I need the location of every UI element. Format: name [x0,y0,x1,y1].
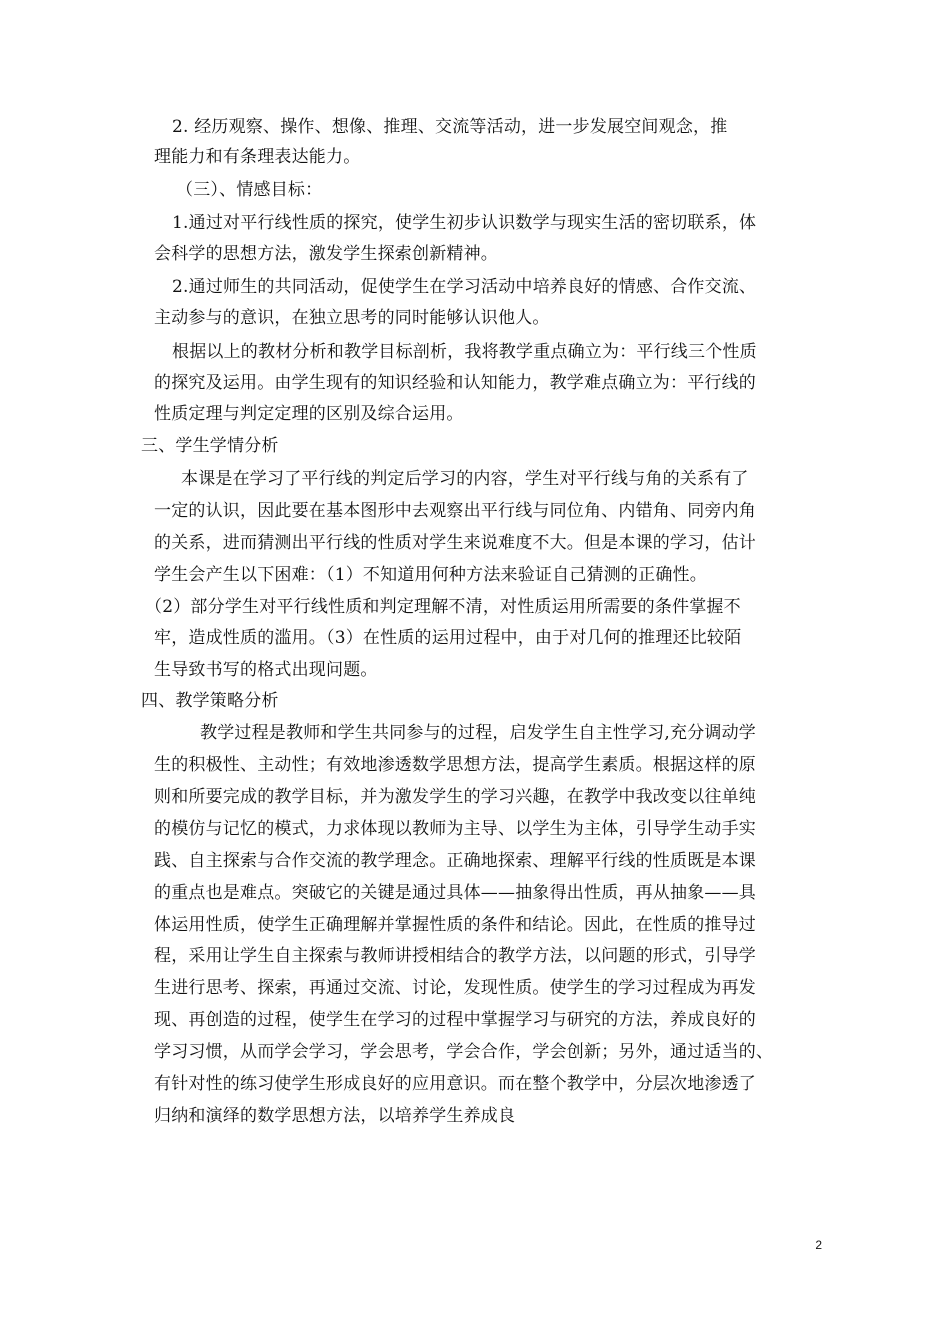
text-line: 学习习惯，从而学会学习，学会思考，学会合作，学会创新；另外，通过适当的、 [154,1042,774,1062]
text-line: 理能力和有条理表达能力。 [154,147,361,167]
text-line: 体运用性质，使学生正确理解并掌握性质的条件和结论。因此，在性质的推导过 [154,915,756,935]
text-line: 现、再创造的过程，使学生在学习的过程中掌握学习与研究的方法，养成良好的 [154,1010,756,1030]
text-line: 的重点也是难点。突破它的关键是通过具体——抽象得出性质，再从抽象——具 [154,883,756,903]
section-heading: 四、教学策略分析 [141,691,279,711]
section-heading: （三）、情感目标： [176,180,323,200]
text-line: （2）部分学生对平行线性质和判定理解不清，对性质运用所需要的条件掌握不 [145,597,741,617]
text-line: 程，采用让学生自主探索与教师讲授相结合的教学方法，以问题的形式，引导学 [154,946,756,966]
text-line: 的模仿与记忆的模式，力求体现以教师为主导、以学生为主体，引导学生动手实 [154,819,756,839]
text-line: 教学过程是教师和学生共同参与的过程，启发学生自主性学习,充分调动学 [200,723,757,743]
text-line: 归纳和演绎的数学思想方法，以培养学生养成良 [154,1106,516,1126]
text-line: 1.通过对平行线性质的探究，使学生初步认识数学与现实生活的密切联系，体 [172,213,757,233]
text-line: 本课是在学习了平行线的判定后学习的内容，学生对平行线与角的关系有了 [181,469,749,489]
text-line: 学生会产生以下困难：（1）不知道用何种方法来验证自己猜测的正确性。 [154,565,707,585]
text-line: 则和所要完成的教学目标，并为激发学生的学习兴趣，在教学中我改变以往单纯 [154,787,756,807]
text-line: 会科学的思想方法，激发学生探索创新精神。 [154,244,498,264]
section-heading: 三、学生学情分析 [141,436,279,456]
text-line: 生进行思考、探索，再通过交流、讨论，发现性质。使学生的学习过程成为再发 [154,978,756,998]
page-number: 2 [815,1238,822,1252]
text-line: 2. 经历观察、操作、想像、推理、交流等活动，进一步发展空间观念，推 [172,117,728,137]
text-line: 一定的认识，因此要在基本图形中去观察出平行线与同位角、内错角、同旁内角 [154,501,756,521]
text-line: 2.通过师生的共同活动，促使学生在学习活动中培养良好的情感、合作交流、 [172,277,757,297]
text-line: 生导致书写的格式出现问题。 [154,660,378,680]
text-line: 牢，造成性质的滥用。（3）在性质的运用过程中，由于对几何的推理还比较陌 [154,628,742,648]
text-line: 主动参与的意识，在独立思考的同时能够认识他人。 [154,308,550,328]
text-line: 生的积极性、主动性；有效地渗透数学思想方法，提高学生素质。根据这样的原 [154,755,756,775]
text-line: 的关系，进而猜测出平行线的性质对学生来说难度不大。但是本课的学习，估计 [154,533,756,553]
text-line: 性质定理与判定定理的区别及综合运用。 [154,404,464,424]
text-line: 根据以上的教材分析和教学目标剖析，我将教学重点确立为：平行线三个性质 [172,342,757,362]
text-line: 有针对性的练习使学生形成良好的应用意识。而在整个教学中，分层次地渗透了 [154,1074,756,1094]
text-line: 践、自主探索与合作交流的教学理念。正确地探索、理解平行线的性质既是本课 [154,851,756,871]
text-line: 的探究及运用。由学生现有的知识经验和认知能力，教学难点确立为：平行线的 [154,373,756,393]
